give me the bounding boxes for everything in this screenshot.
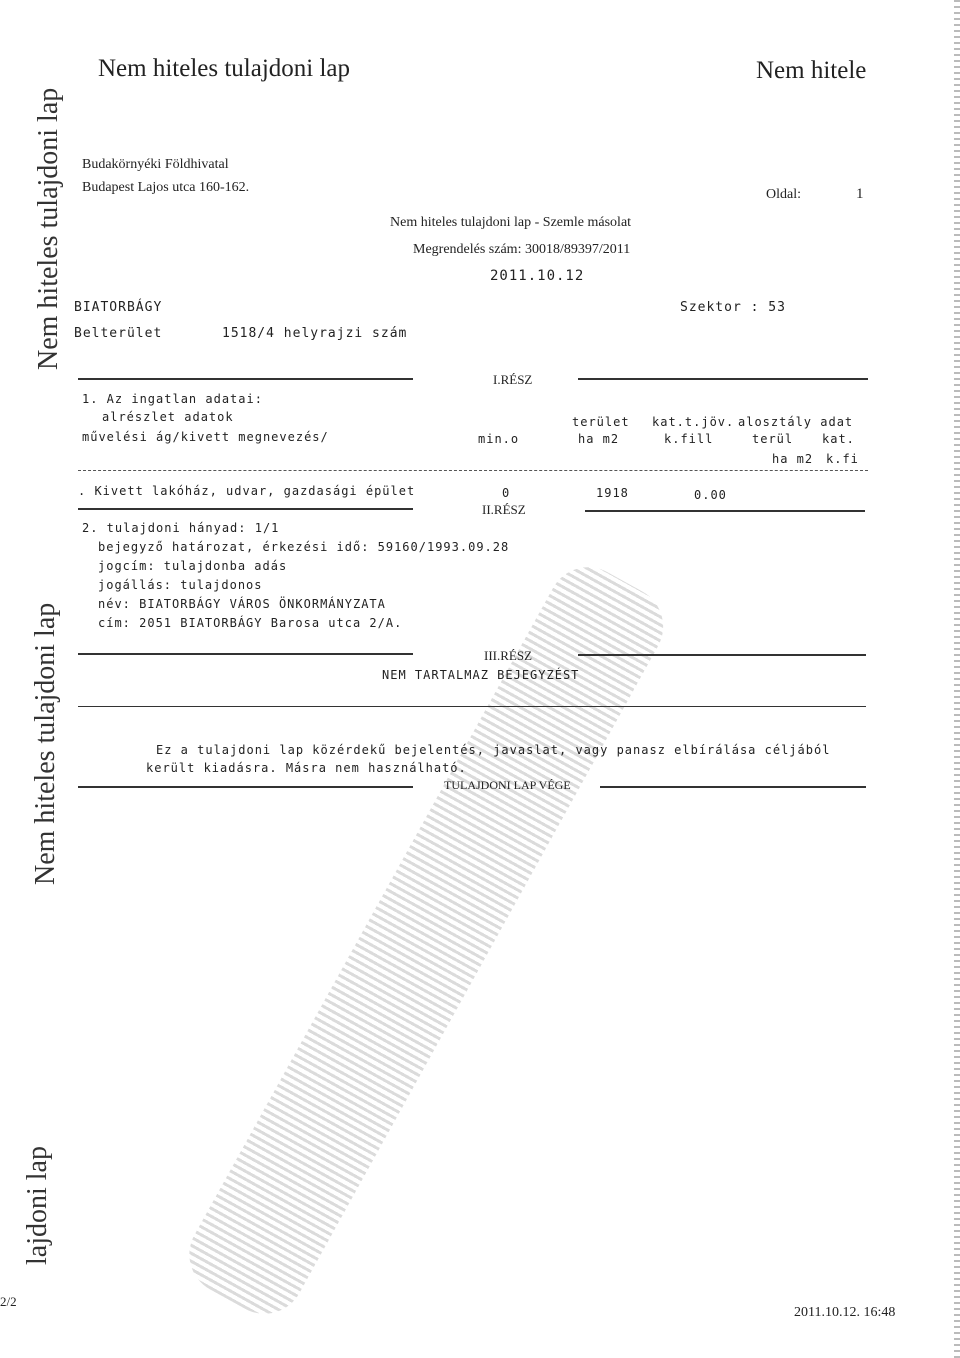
parcel-number: 1518/4 helyrajzi szám <box>222 326 408 341</box>
settlement: BIATORBÁGY <box>74 300 163 315</box>
side-text-middle: Nem hiteles tulajdoni lap <box>30 602 61 885</box>
part3-heading: III.RÉSZ <box>484 648 533 663</box>
part1-heading: I.RÉSZ <box>493 372 533 387</box>
office-address: Budapest Lajos utca 160-162. <box>82 180 250 195</box>
side-text-top: Nem hiteles tulajdoni lap <box>33 87 64 370</box>
part1-subheading: művelési ág/kivett megnevezés/ <box>82 430 329 444</box>
page-label: Oldal: <box>766 187 801 202</box>
scan-edge-artifact <box>954 0 960 1358</box>
divider <box>578 378 868 380</box>
document-title: Nem hiteles tulajdoni lap - Szemle másolat <box>390 215 632 230</box>
column-header: ha m2 <box>578 432 620 446</box>
divider <box>78 653 413 655</box>
parcel-row-area: 1918 <box>596 486 629 500</box>
column-header: k.fill <box>664 432 714 446</box>
column-header: kat. <box>822 432 855 446</box>
parcel-row-description: . Kivett lakóház, udvar, gazdasági épület <box>78 484 416 498</box>
divider <box>78 786 413 788</box>
divider <box>78 508 413 510</box>
divider <box>578 654 866 656</box>
usage-note-line2: került kiadásra. Másra nem használható. <box>146 761 467 775</box>
issue-date: 2011.10.12 <box>490 268 585 284</box>
owner-name: név: BIATORBÁGY VÁROS ÖNKORMÁNYZATA <box>98 597 386 611</box>
order-number: Megrendelés szám: 30018/89397/2011 <box>413 242 631 257</box>
legal-status: jogállás: tulajdonos <box>98 578 263 592</box>
owner-address: cím: 2051 BIATORBÁGY Barosa utca 2/A. <box>98 616 403 630</box>
part3-content: NEM TARTALMAZ BEJEGYZÉST <box>382 668 580 682</box>
header-right: Nem hitele <box>756 57 867 84</box>
legal-title: jogcím: tulajdonba adás <box>98 559 288 573</box>
divider <box>78 378 413 380</box>
office-name: Budakörnyéki Földhivatal <box>82 157 229 172</box>
parcel-row-value: 0.00 <box>694 488 727 502</box>
column-header: terül <box>752 432 794 446</box>
part1-item: 1. Az ingatlan adatai: <box>82 392 263 406</box>
column-header: kat.t.jöv. <box>652 415 735 429</box>
column-header: ha m2 <box>772 452 814 466</box>
fax-page-number: 2/2 <box>0 1294 17 1309</box>
fax-timestamp: 2011.10.12. 16:48 <box>794 1305 896 1320</box>
column-header: terület <box>572 415 630 429</box>
divider <box>78 706 866 707</box>
column-header: k.fi <box>826 452 859 466</box>
area-type: Belterület <box>74 326 163 341</box>
header-left: Nem hiteles tulajdoni lap <box>98 55 351 82</box>
divider <box>78 470 868 471</box>
column-header: alosztály adat <box>738 415 854 429</box>
ownership-share: 2. tulajdoni hányad: 1/1 <box>82 521 280 535</box>
usage-note-line1: Ez a tulajdoni lap közérdekű bejelentés, javaslat, vagy panasz elbírálása céljából <box>156 743 831 757</box>
divider <box>600 786 866 788</box>
column-header: min.o <box>478 432 520 446</box>
end-of-document: TULAJDONI LAP VÉGE <box>444 778 571 792</box>
divider <box>585 510 865 512</box>
page-number: 1 <box>856 186 864 202</box>
part1-subheading: alrészlet adatok <box>102 410 234 424</box>
sector: Szektor : 53 <box>680 300 786 315</box>
part2-heading: II.RÉSZ <box>482 502 526 517</box>
registration-decision: bejegyző határozat, érkezési idő: 59160/1993.09.28 <box>98 540 510 554</box>
parcel-row-min: 0 <box>502 486 511 500</box>
side-text-bottom: lajdoni lap <box>22 1146 53 1265</box>
